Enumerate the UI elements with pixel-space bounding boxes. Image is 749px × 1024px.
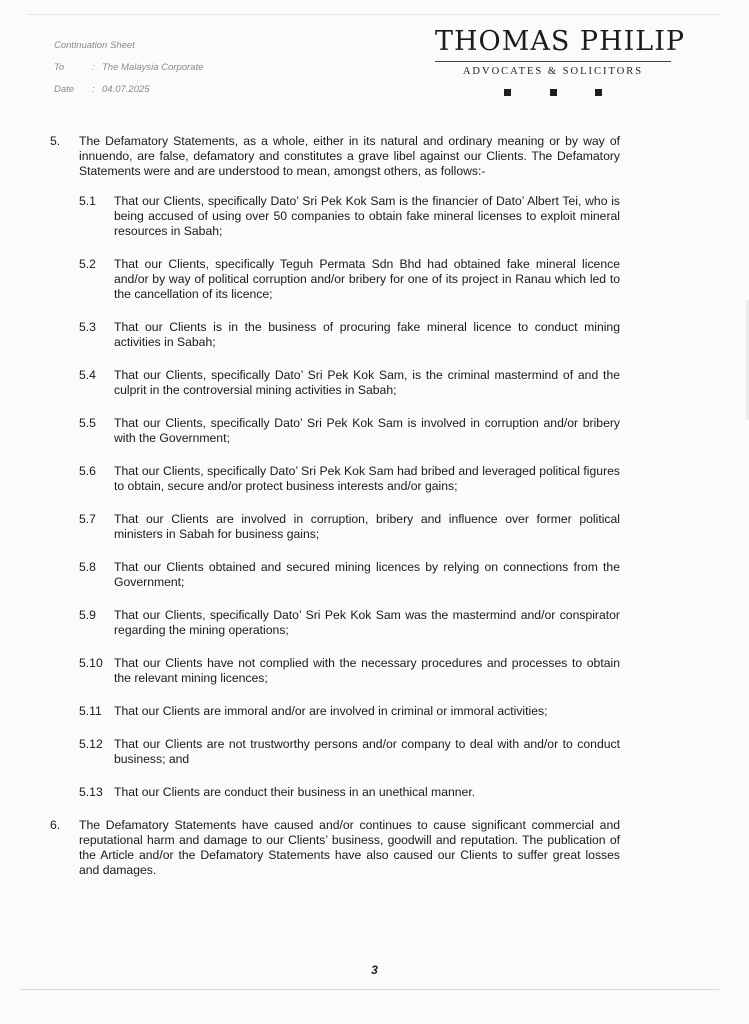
subparagraph-text: That our Clients is in the business of procuring fake mineral licence to conduct mining activities in Sabah; bbox=[114, 320, 620, 349]
subparagraph-text: That our Clients, specifically Teguh Permata Sdn Bhd had obtained fake mineral licence and/or by way of political corruption and/or bribery for one of its project in Ranau which led to the cancellation of its licence; bbox=[114, 257, 620, 301]
paragraph-number: 5. bbox=[50, 134, 61, 148]
square-mark-icon bbox=[504, 89, 511, 96]
subparagraph-number: 5.12 bbox=[79, 737, 103, 751]
subparagraph-number: 5.10 bbox=[79, 656, 103, 670]
subparagraph-item bbox=[79, 194, 620, 239]
subparagraph-number: 5.6 bbox=[79, 464, 96, 478]
firm-square-marks bbox=[504, 89, 602, 96]
continuation-sheet-label: Continuation Sheet bbox=[54, 39, 135, 51]
date-label: Date bbox=[54, 83, 75, 95]
subparagraph-number: 5.1 bbox=[79, 194, 96, 208]
subparagraph-item bbox=[79, 656, 620, 686]
subparagraph-item bbox=[79, 416, 620, 446]
date-value: 04.07.2025 bbox=[102, 83, 150, 95]
subparagraph-list bbox=[50, 194, 620, 800]
paragraph-number: 6. bbox=[50, 818, 61, 832]
subparagraph-number: 5.2 bbox=[79, 257, 96, 271]
firm-letterhead bbox=[435, 26, 686, 96]
subparagraph-text: That our Clients have not complied with the necessary procedures and processes to obtain the relevant mining licences; bbox=[114, 656, 620, 685]
header-meta bbox=[54, 34, 203, 100]
page-number: 3 bbox=[371, 963, 378, 977]
subparagraph-item bbox=[79, 785, 620, 800]
letter-body bbox=[50, 134, 620, 878]
subparagraph-text: That our Clients are conduct their business in an unethical manner. bbox=[114, 785, 476, 799]
subparagraph-text: That our Clients, specifically Dato’ Sri Pek Kok Sam is the financier of Dato’ Albert Tei, who is being accused of using over 50 companies to obtain fake mineral licenses to exploit mineral resources in Sabah; bbox=[114, 194, 620, 238]
subparagraph-number: 5.13 bbox=[79, 785, 103, 799]
firm-subtitle: ADVOCATES & SOLICITORS bbox=[462, 66, 644, 77]
subparagraph-text: That our Clients, specifically Dato’ Sri Pek Kok Sam was the mastermind and/or conspirator regarding the mining operations; bbox=[114, 608, 620, 637]
square-mark-icon bbox=[595, 89, 602, 96]
firm-name: THOMAS PHILIP bbox=[435, 26, 686, 57]
paragraph-text: The Defamatory Statements have caused and/or continues to cause significant commercial and reputational harm and damage to our Clients’ business, goodwill and reputation. The publication of the Article and/or the Defamatory Statements have also caused our Clients to suffer great losses and damages. bbox=[79, 818, 620, 877]
subparagraph-item bbox=[79, 560, 620, 590]
subparagraph-item bbox=[79, 737, 620, 767]
square-mark-icon bbox=[550, 89, 557, 96]
subparagraph-item bbox=[79, 464, 620, 494]
subparagraph-number: 5.7 bbox=[79, 512, 96, 526]
subparagraph-text: That our Clients are immoral and/or are involved in criminal or immoral activities; bbox=[114, 704, 548, 718]
subparagraph-text: That our Clients, specifically Dato’ Sri Pek Kok Sam had bribed and leveraged political figures to obtain, secure and/or protect business interests and/or gains; bbox=[114, 464, 620, 493]
subparagraph-number: 5.4 bbox=[79, 368, 96, 382]
to-value: The Malaysia Corporate bbox=[102, 61, 204, 73]
subparagraph-text: That our Clients, specifically Dato’ Sri Pek Kok Sam is involved in corruption and/or bribery with the Government; bbox=[114, 416, 620, 445]
subparagraph-text: That our Clients, specifically Dato’ Sri Pek Kok Sam, is the criminal mastermind of and the culprit in the controversial mining activities in Sabah; bbox=[114, 368, 620, 397]
subparagraph-text: That our Clients are involved in corruption, bribery and influence over former political ministers in Sabah for business gains; bbox=[114, 512, 620, 541]
paragraph-text: The Defamatory Statements, as a whole, either in its natural and ordinary meaning or by way of innuendo, are false, defamatory and constitutes a grave libel against our Clients. The Defamatory Statements were and are understood to mean, amongst others, as follows:- bbox=[79, 134, 620, 178]
firm-divider bbox=[435, 61, 671, 62]
subparagraph-text: That our Clients obtained and secured mining licences by relying on connections from the Government; bbox=[114, 560, 620, 589]
subparagraph-number: 5.11 bbox=[79, 704, 102, 718]
subparagraph-item bbox=[79, 257, 620, 302]
subparagraph-item bbox=[79, 512, 620, 542]
subparagraph-number: 5.8 bbox=[79, 560, 96, 574]
paragraph-5 bbox=[50, 134, 620, 179]
subparagraph-item bbox=[79, 368, 620, 398]
subparagraph-item bbox=[79, 320, 620, 350]
to-label: To bbox=[54, 61, 65, 73]
bottom-rule bbox=[20, 989, 719, 990]
subparagraph-text: That our Clients are not trustworthy persons and/or company to deal with and/or to conduct business; and bbox=[114, 737, 620, 766]
subparagraph-number: 5.3 bbox=[79, 320, 96, 334]
paragraph-6 bbox=[50, 818, 620, 878]
top-rule bbox=[28, 14, 721, 15]
subparagraph-number: 5.5 bbox=[79, 416, 96, 430]
date-colon: : bbox=[92, 83, 95, 95]
subparagraph-item bbox=[79, 608, 620, 638]
to-colon: : bbox=[92, 61, 95, 73]
subparagraph-number: 5.9 bbox=[79, 608, 96, 622]
subparagraph-item bbox=[79, 704, 620, 719]
